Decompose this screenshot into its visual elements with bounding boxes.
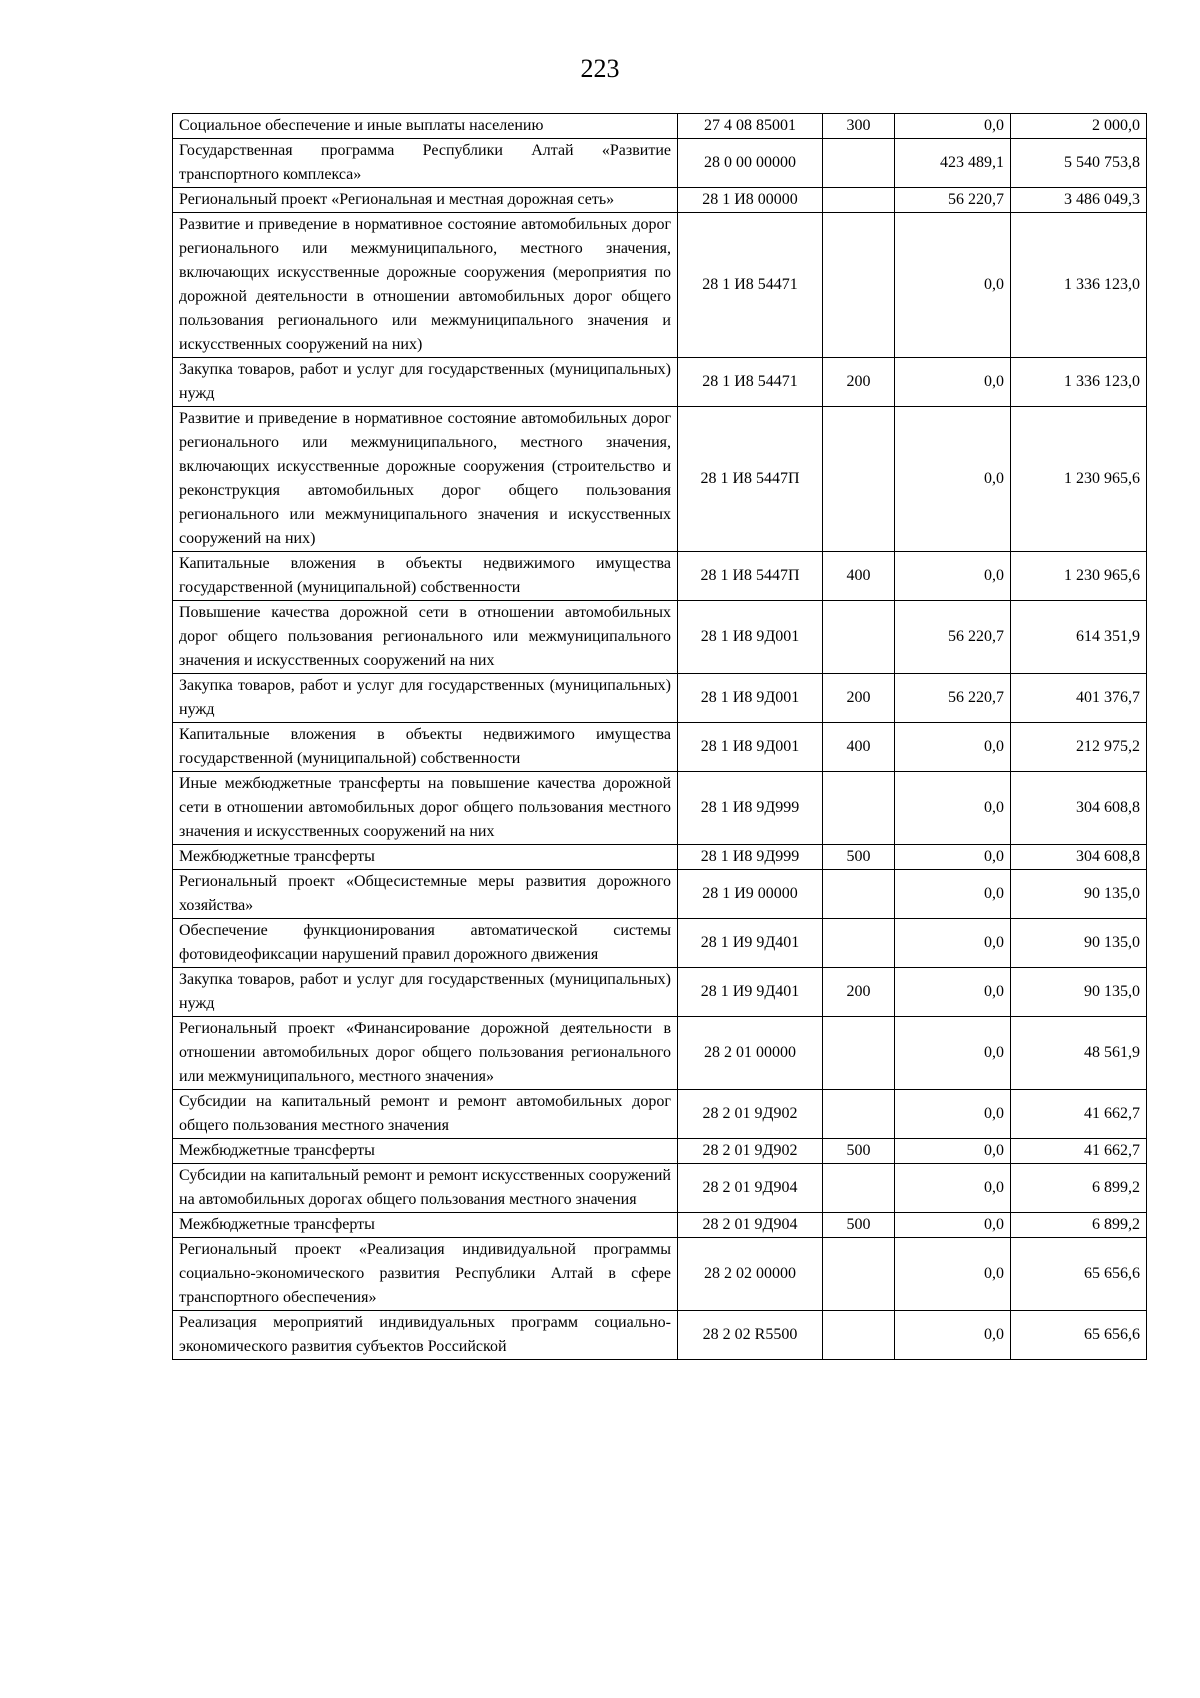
row-expense-type — [823, 1090, 895, 1139]
row-amount-2: 48 561,9 — [1011, 1017, 1147, 1090]
row-name: Повышение качества дорожной сети в отношении автомобильных дорог общего пользования регионального или межмуниципального значения и искусственных сооружений на них — [173, 601, 678, 674]
row-amount-2: 401 376,7 — [1011, 674, 1147, 723]
row-expense-type — [823, 919, 895, 968]
row-amount-1: 56 220,7 — [895, 601, 1011, 674]
row-name: Закупка товаров, работ и услуг для государственных (муниципальных) нужд — [173, 674, 678, 723]
row-target-code: 28 2 01 00000 — [678, 1017, 823, 1090]
budget-table-body — [173, 114, 1147, 1360]
row-name: Межбюджетные трансферты — [173, 845, 678, 870]
row-name: Межбюджетные трансферты — [173, 1139, 678, 1164]
row-amount-2: 6 899,2 — [1011, 1213, 1147, 1238]
row-expense-type — [823, 772, 895, 845]
row-amount-1: 0,0 — [895, 845, 1011, 870]
row-amount-2: 1 230 965,6 — [1011, 407, 1147, 552]
row-amount-2: 304 608,8 — [1011, 772, 1147, 845]
row-target-code: 28 2 02 00000 — [678, 1238, 823, 1311]
row-amount-2: 614 351,9 — [1011, 601, 1147, 674]
row-expense-type — [823, 870, 895, 919]
table-row — [173, 601, 1147, 674]
row-name: Государственная программа Республики Алтай «Развитие транспортного комплекса» — [173, 139, 678, 188]
row-amount-1: 0,0 — [895, 1238, 1011, 1311]
row-target-code: 27 4 08 85001 — [678, 114, 823, 139]
row-target-code: 28 1 И9 9Д401 — [678, 968, 823, 1017]
row-name: Субсидии на капитальный ремонт и ремонт искусственных сооружений на автомобильных дорогах общего пользования местного значения — [173, 1164, 678, 1213]
table-row — [173, 114, 1147, 139]
table-row — [173, 919, 1147, 968]
row-amount-2: 6 899,2 — [1011, 1164, 1147, 1213]
row-expense-type: 500 — [823, 1213, 895, 1238]
row-amount-1: 0,0 — [895, 772, 1011, 845]
row-name: Капитальные вложения в объекты недвижимого имущества государственной (муниципальной) собственности — [173, 723, 678, 772]
row-target-code: 28 2 01 9Д904 — [678, 1213, 823, 1238]
row-amount-2: 3 486 049,3 — [1011, 188, 1147, 213]
row-name: Субсидии на капитальный ремонт и ремонт автомобильных дорог общего пользования местного значения — [173, 1090, 678, 1139]
row-amount-1: 0,0 — [895, 870, 1011, 919]
row-amount-1: 0,0 — [895, 213, 1011, 358]
row-name: Закупка товаров, работ и услуг для государственных (муниципальных) нужд — [173, 968, 678, 1017]
row-target-code: 28 2 01 9Д902 — [678, 1090, 823, 1139]
row-amount-2: 304 608,8 — [1011, 845, 1147, 870]
row-target-code: 28 1 И8 9Д001 — [678, 674, 823, 723]
row-name: Закупка товаров, работ и услуг для государственных (муниципальных) нужд — [173, 358, 678, 407]
row-target-code: 28 1 И8 9Д001 — [678, 723, 823, 772]
row-amount-1: 0,0 — [895, 919, 1011, 968]
row-amount-1: 0,0 — [895, 1164, 1011, 1213]
row-name: Социальное обеспечение и иные выплаты населению — [173, 114, 678, 139]
table-row — [173, 772, 1147, 845]
table-row — [173, 1213, 1147, 1238]
row-target-code: 28 1 И9 00000 — [678, 870, 823, 919]
row-expense-type: 400 — [823, 552, 895, 601]
table-row — [173, 1090, 1147, 1139]
row-expense-type: 500 — [823, 845, 895, 870]
row-amount-2: 1 336 123,0 — [1011, 213, 1147, 358]
row-target-code: 28 2 02 R5500 — [678, 1311, 823, 1360]
row-name: Реализация мероприятий индивидуальных программ социально-экономического развития субъектов Российской — [173, 1311, 678, 1360]
row-amount-1: 0,0 — [895, 968, 1011, 1017]
row-amount-1: 0,0 — [895, 1139, 1011, 1164]
row-amount-2: 90 135,0 — [1011, 870, 1147, 919]
table-row — [173, 1017, 1147, 1090]
row-expense-type: 200 — [823, 968, 895, 1017]
row-target-code: 28 0 00 00000 — [678, 139, 823, 188]
row-expense-type: 200 — [823, 674, 895, 723]
row-expense-type: 200 — [823, 358, 895, 407]
row-name: Региональный проект «Региональная и местная дорожная сеть» — [173, 188, 678, 213]
row-target-code: 28 1 И8 54471 — [678, 358, 823, 407]
row-amount-2: 1 230 965,6 — [1011, 552, 1147, 601]
row-amount-1: 56 220,7 — [895, 674, 1011, 723]
table-row — [173, 1238, 1147, 1311]
table-row — [173, 1164, 1147, 1213]
row-name: Региональный проект «Общесистемные меры развития дорожного хозяйства» — [173, 870, 678, 919]
table-row — [173, 139, 1147, 188]
table-row — [173, 845, 1147, 870]
row-amount-1: 0,0 — [895, 1090, 1011, 1139]
row-name: Межбюджетные трансферты — [173, 1213, 678, 1238]
row-expense-type — [823, 1164, 895, 1213]
row-amount-2: 65 656,6 — [1011, 1311, 1147, 1360]
row-name: Региональный проект «Реализация индивидуальной программы социально-экономического развития Республики Алтай в сфере транспортного обеспечения» — [173, 1238, 678, 1311]
row-amount-2: 41 662,7 — [1011, 1090, 1147, 1139]
row-amount-2: 212 975,2 — [1011, 723, 1147, 772]
table-row — [173, 407, 1147, 552]
table-row — [173, 213, 1147, 358]
row-target-code: 28 2 01 9Д904 — [678, 1164, 823, 1213]
table-row — [173, 552, 1147, 601]
row-name: Иные межбюджетные трансферты на повышение качества дорожной сети в отношении автомобильных дорог общего пользования местного значения и искусственных сооружений на них — [173, 772, 678, 845]
row-amount-2: 2 000,0 — [1011, 114, 1147, 139]
row-target-code: 28 1 И8 5447П — [678, 552, 823, 601]
row-expense-type — [823, 139, 895, 188]
row-amount-1: 56 220,7 — [895, 188, 1011, 213]
row-target-code: 28 1 И8 00000 — [678, 188, 823, 213]
row-target-code: 28 1 И8 9Д001 — [678, 601, 823, 674]
row-amount-1: 0,0 — [895, 358, 1011, 407]
row-target-code: 28 1 И8 9Д999 — [678, 845, 823, 870]
row-target-code: 28 1 И9 9Д401 — [678, 919, 823, 968]
row-target-code: 28 2 01 9Д902 — [678, 1139, 823, 1164]
row-amount-1: 0,0 — [895, 1213, 1011, 1238]
table-row — [173, 870, 1147, 919]
row-amount-1: 0,0 — [895, 723, 1011, 772]
table-row — [173, 723, 1147, 772]
row-expense-type — [823, 407, 895, 552]
table-row — [173, 358, 1147, 407]
row-target-code: 28 1 И8 5447П — [678, 407, 823, 552]
row-amount-2: 90 135,0 — [1011, 968, 1147, 1017]
table-row — [173, 1311, 1147, 1360]
table-row — [173, 188, 1147, 213]
row-amount-1: 0,0 — [895, 552, 1011, 601]
page-number: 223 — [580, 54, 620, 83]
row-expense-type: 300 — [823, 114, 895, 139]
row-amount-2: 90 135,0 — [1011, 919, 1147, 968]
row-target-code: 28 1 И8 54471 — [678, 213, 823, 358]
row-expense-type: 500 — [823, 1139, 895, 1164]
row-amount-2: 5 540 753,8 — [1011, 139, 1147, 188]
row-expense-type — [823, 1017, 895, 1090]
row-amount-2: 1 336 123,0 — [1011, 358, 1147, 407]
table-row — [173, 968, 1147, 1017]
row-name: Капитальные вложения в объекты недвижимого имущества государственной (муниципальной) собственности — [173, 552, 678, 601]
row-amount-1: 0,0 — [895, 1311, 1011, 1360]
row-target-code: 28 1 И8 9Д999 — [678, 772, 823, 845]
row-amount-1: 0,0 — [895, 1017, 1011, 1090]
row-expense-type — [823, 213, 895, 358]
row-expense-type — [823, 1311, 895, 1360]
budget-table — [172, 113, 1147, 1360]
row-expense-type: 400 — [823, 723, 895, 772]
table-row — [173, 1139, 1147, 1164]
row-expense-type — [823, 188, 895, 213]
row-amount-1: 423 489,1 — [895, 139, 1011, 188]
row-amount-1: 0,0 — [895, 407, 1011, 552]
row-amount-2: 65 656,6 — [1011, 1238, 1147, 1311]
row-name: Развитие и приведение в нормативное состояние автомобильных дорог регионального или межмуниципального, местного значения, включающих искусственные дорожные сооружения (мероприятия по дорожной деятельности в отношении автомобильных дорог общего пользования регионального или межмуниципального значения и искусственных сооружений на них) — [173, 213, 678, 358]
row-expense-type — [823, 601, 895, 674]
row-name: Региональный проект «Финансирование дорожной деятельности в отношении автомобильных дорог общего пользования регионального или межмуниципального, местного значения» — [173, 1017, 678, 1090]
row-name: Развитие и приведение в нормативное состояние автомобильных дорог регионального или межмуниципального, местного значения, включающих искусственные дорожные сооружения (строительство и реконструкция автомобильных дорог общего пользования регионального или межмуниципального значения и искусственных сооружений на них) — [173, 407, 678, 552]
row-amount-2: 41 662,7 — [1011, 1139, 1147, 1164]
table-row — [173, 674, 1147, 723]
row-name: Обеспечение функционирования автоматической системы фотовидеофиксации нарушений правил дорожного движения — [173, 919, 678, 968]
row-amount-1: 0,0 — [895, 114, 1011, 139]
row-expense-type — [823, 1238, 895, 1311]
